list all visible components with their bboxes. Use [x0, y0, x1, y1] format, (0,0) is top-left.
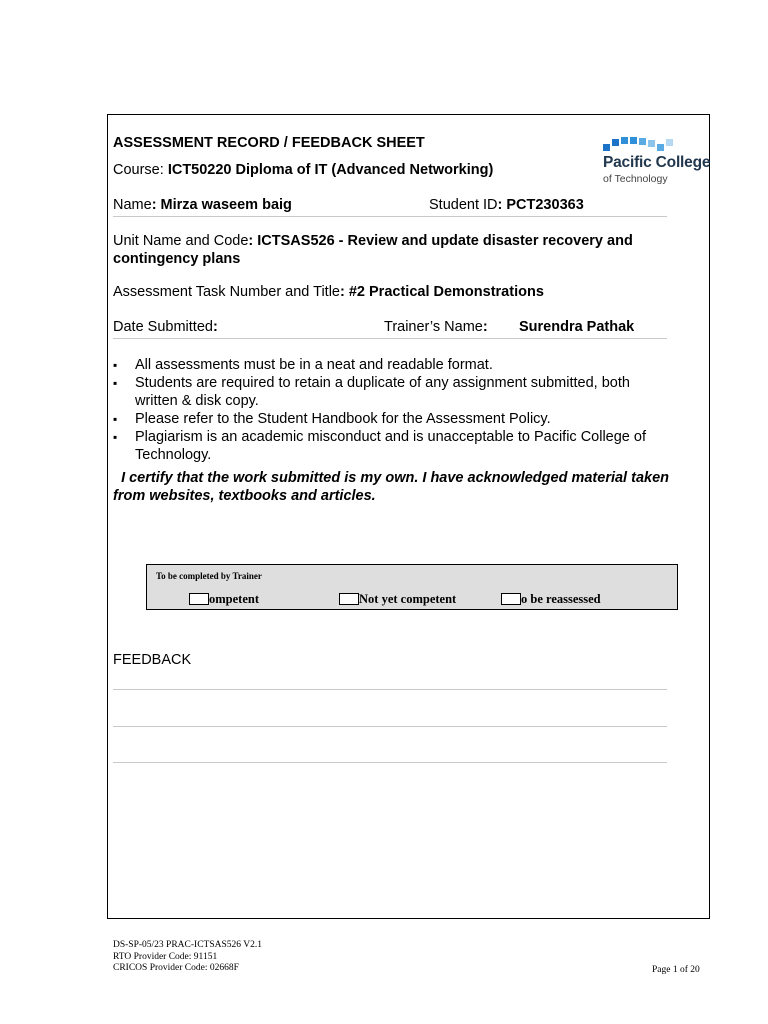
logo-square [648, 140, 655, 147]
task-label: Assessment Task Number and Title [113, 284, 340, 300]
student-id-label: Student ID [429, 197, 498, 213]
reassess-checkbox[interactable] [501, 593, 521, 605]
feedback-heading: FEEDBACK [113, 652, 192, 668]
unit-value: : ICTSAS526 - Review and update disaster recovery and contingency plans [113, 233, 633, 267]
reassess-label: o be reassessed [521, 591, 601, 606]
not-yet-competent-label: Not yet competent [359, 591, 457, 606]
course-line [113, 162, 493, 178]
certification-statement [113, 469, 673, 505]
divider [113, 338, 667, 339]
logo-sub: of Technology [603, 173, 668, 185]
submission-row [113, 319, 667, 335]
unit-row [113, 232, 673, 268]
trainer-label: Trainer’s Name [384, 319, 483, 335]
not-yet-competent-checkbox[interactable] [339, 593, 359, 605]
student-id [429, 197, 584, 213]
course-label: Course [113, 162, 160, 178]
logo-squares-icon [603, 137, 683, 153]
list-item: ▪ Students are required to retain a duplicate of any assignment submitted, both written & disk copy. [113, 374, 673, 410]
footer-rto-code: RTO Provider Code: 91151 [113, 951, 218, 962]
course-colon: : [159, 162, 164, 178]
student-row [113, 197, 667, 213]
trainer-assessment-box [146, 564, 678, 610]
logo-square [657, 144, 664, 151]
logo-name: Pacific College [603, 154, 711, 171]
reassess-option [501, 593, 601, 605]
logo-square [603, 144, 610, 151]
competent-checkbox[interactable] [189, 593, 209, 605]
footer-doc-code: DS-SP-05/23 PRAC-ICTSAS526 V2.1 [113, 940, 262, 950]
divider [113, 216, 667, 217]
date-label: Date Submitted [113, 319, 213, 335]
task-row [113, 284, 667, 300]
feedback-line [113, 689, 667, 690]
feedback-line [113, 762, 667, 763]
competent-label: ompetent [209, 591, 259, 606]
student-id-value: : PCT230363 [497, 197, 584, 213]
certification-text: I certify that the work submitted is my own. I have acknowledged material taken from websites, textbooks and articles. [113, 470, 669, 504]
list-item: ▪ Please refer to the Student Handbook for the Assessment Policy. [113, 410, 673, 428]
trainer-name-label-wrap [384, 319, 488, 335]
logo-square [621, 137, 628, 144]
logo-square [612, 139, 619, 146]
trainer-colon: : [482, 319, 488, 335]
competent-option [189, 593, 259, 605]
sheet-title: ASSESSMENT RECORD / FEEDBACK SHEET [113, 135, 425, 151]
page-number: Page 1 of 20 [652, 965, 700, 975]
pacific-college-logo [603, 137, 713, 187]
trainer-box-label: To be completed by Trainer [156, 571, 262, 581]
footer-cricos-code: CRICOS Provider Code: 02668F [113, 963, 239, 973]
date-colon: : [212, 319, 218, 335]
footer [113, 940, 262, 975]
logo-square [639, 138, 646, 145]
list-item: ▪ All assessments must be in a neat and readable format. [113, 356, 673, 374]
name-label: Name [113, 197, 152, 213]
list-item: ▪ Plagiarism is an academic misconduct and is unacceptable to Pacific College of Technology. [113, 428, 673, 464]
feedback-line [113, 726, 667, 727]
task-value: : #2 Practical Demonstrations [340, 284, 544, 300]
trainer-value: Surendra Pathak [519, 319, 635, 335]
name-value: : Mirza waseem baig [151, 197, 292, 213]
logo-square [666, 139, 673, 146]
not-yet-competent-option [339, 593, 456, 605]
unit-label: Unit Name and Code [113, 233, 249, 249]
rules-list [113, 356, 673, 464]
course-value: ICT50220 Diploma of IT (Advanced Networking) [167, 162, 494, 178]
logo-square [630, 137, 637, 144]
